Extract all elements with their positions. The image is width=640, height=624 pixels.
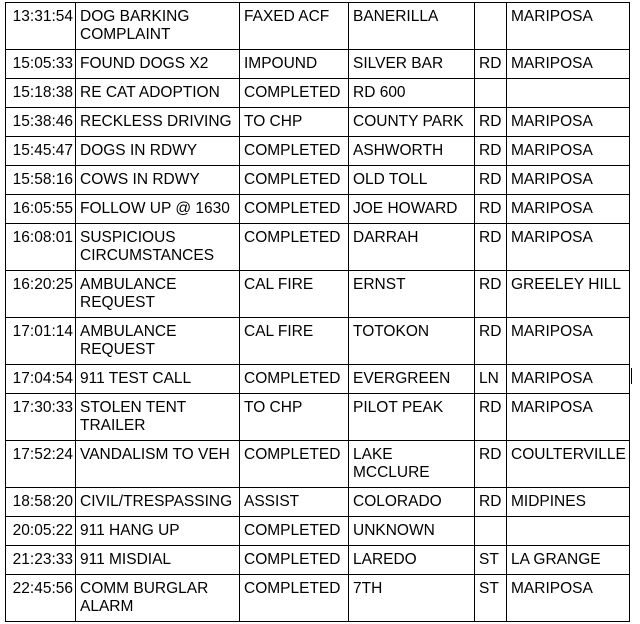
table-row [6, 224, 630, 271]
cell-disposition: IMPOUND [240, 50, 349, 79]
cell-disposition: COMPLETED [240, 575, 349, 622]
cell-time: 15:18:38 [6, 79, 76, 108]
table-row [6, 575, 630, 622]
cell-location: 7TH [349, 575, 475, 622]
cell-time: 21:23:33 [6, 546, 76, 575]
cell-suffix: RD [475, 224, 507, 271]
cell-suffix: RD [475, 271, 507, 318]
cell-suffix: RD [475, 318, 507, 365]
cell-location: RD 600 [349, 79, 475, 108]
cell-location: PILOT PEAK [349, 394, 475, 441]
cell-location: LAKE MCCLURE [349, 441, 475, 488]
cell-description: COMM BURGLAR ALARM [76, 575, 240, 622]
table-row [6, 394, 630, 441]
cell-time: 15:58:16 [6, 166, 76, 195]
cell-location: LAREDO [349, 546, 475, 575]
cell-city: MARIPOSA [507, 224, 630, 271]
cell-description: AMBULANCE REQUEST [76, 318, 240, 365]
table-row [6, 546, 630, 575]
cell-disposition: CAL FIRE [240, 318, 349, 365]
cell-description: RECKLESS DRIVING [76, 108, 240, 137]
cell-suffix: RD [475, 195, 507, 224]
cell-description: 911 HANG UP [76, 517, 240, 546]
cell-suffix: RD [475, 50, 507, 79]
call-log-body [6, 3, 630, 622]
cell-disposition: CAL FIRE [240, 271, 349, 318]
cell-suffix: RD [475, 137, 507, 166]
cell-city: LA GRANGE [507, 546, 630, 575]
cell-suffix [475, 79, 507, 108]
cell-location: DARRAH [349, 224, 475, 271]
cell-location: EVERGREEN [349, 365, 475, 394]
cell-time: 16:05:55 [6, 195, 76, 224]
table-row [6, 3, 630, 50]
text-cursor-mark [631, 368, 632, 384]
cell-disposition: ASSIST [240, 488, 349, 517]
table-row [6, 271, 630, 318]
cell-city [507, 517, 630, 546]
cell-city: MARIPOSA [507, 108, 630, 137]
cell-location: ASHWORTH [349, 137, 475, 166]
cell-time: 15:05:33 [6, 50, 76, 79]
cell-description: FOUND DOGS X2 [76, 50, 240, 79]
cell-disposition: COMPLETED [240, 517, 349, 546]
cell-location: TOTOKON [349, 318, 475, 365]
table-row [6, 79, 630, 108]
cell-city [507, 79, 630, 108]
cell-location: BANERILLA [349, 3, 475, 50]
cell-suffix: ST [475, 546, 507, 575]
cell-location: UNKNOWN [349, 517, 475, 546]
cell-description: CIVIL/TRESPASSING [76, 488, 240, 517]
cell-suffix [475, 517, 507, 546]
cell-suffix: RD [475, 488, 507, 517]
cell-suffix: RD [475, 441, 507, 488]
cell-disposition: TO CHP [240, 108, 349, 137]
cell-location: JOE HOWARD [349, 195, 475, 224]
cell-description: FOLLOW UP @ 1630 [76, 195, 240, 224]
cell-disposition: COMPLETED [240, 195, 349, 224]
table-row [6, 50, 630, 79]
cell-time: 13:31:54 [6, 3, 76, 50]
table-row [6, 195, 630, 224]
table-row [6, 517, 630, 546]
table-row [6, 166, 630, 195]
cell-time: 15:45:47 [6, 137, 76, 166]
cell-city: MARIPOSA [507, 50, 630, 79]
cell-disposition: COMPLETED [240, 546, 349, 575]
cell-time: 15:38:46 [6, 108, 76, 137]
cell-description: 911 TEST CALL [76, 365, 240, 394]
cell-description: STOLEN TENT TRAILER [76, 394, 240, 441]
cell-description: DOGS IN RDWY [76, 137, 240, 166]
cell-time: 17:30:33 [6, 394, 76, 441]
cell-city: COULTERVILLE [507, 441, 630, 488]
cell-location: OLD TOLL [349, 166, 475, 195]
cell-description: VANDALISM TO VEH [76, 441, 240, 488]
cell-time: 17:52:24 [6, 441, 76, 488]
cell-description: 911 MISDIAL [76, 546, 240, 575]
cell-suffix: LN [475, 365, 507, 394]
cell-disposition: COMPLETED [240, 166, 349, 195]
cell-city: MARIPOSA [507, 365, 630, 394]
cell-time: 22:45:56 [6, 575, 76, 622]
cell-location: COUNTY PARK [349, 108, 475, 137]
cell-city: GREELEY HILL [507, 271, 630, 318]
cell-description: COWS IN RDWY [76, 166, 240, 195]
cell-city: MARIPOSA [507, 3, 630, 50]
cell-disposition: COMPLETED [240, 224, 349, 271]
cell-time: 16:20:25 [6, 271, 76, 318]
cell-time: 20:05:22 [6, 517, 76, 546]
cell-time: 17:01:14 [6, 318, 76, 365]
cell-time: 17:04:54 [6, 365, 76, 394]
cell-description: DOG BARKING COMPLAINT [76, 3, 240, 50]
cell-time: 16:08:01 [6, 224, 76, 271]
cell-disposition: COMPLETED [240, 441, 349, 488]
cell-disposition: TO CHP [240, 394, 349, 441]
cell-city: MARIPOSA [507, 575, 630, 622]
cell-city: MARIPOSA [507, 394, 630, 441]
cell-disposition: COMPLETED [240, 79, 349, 108]
call-log-container [5, 2, 630, 622]
cell-location: SILVER BAR [349, 50, 475, 79]
cell-city: MIDPINES [507, 488, 630, 517]
cell-suffix: RD [475, 394, 507, 441]
cell-description: RE CAT ADOPTION [76, 79, 240, 108]
cell-city: MARIPOSA [507, 318, 630, 365]
table-row [6, 137, 630, 166]
cell-location: COLORADO [349, 488, 475, 517]
table-row [6, 365, 630, 394]
cell-location: ERNST [349, 271, 475, 318]
table-row [6, 318, 630, 365]
cell-time: 18:58:20 [6, 488, 76, 517]
table-row [6, 108, 630, 137]
table-row [6, 441, 630, 488]
cell-suffix [475, 3, 507, 50]
cell-suffix: ST [475, 575, 507, 622]
cell-city: MARIPOSA [507, 195, 630, 224]
cell-disposition: COMPLETED [240, 365, 349, 394]
cell-description: AMBULANCE REQUEST [76, 271, 240, 318]
table-row [6, 488, 630, 517]
cell-suffix: RD [475, 108, 507, 137]
cell-description: SUSPICIOUS CIRCUMSTANCES [76, 224, 240, 271]
cell-city: MARIPOSA [507, 166, 630, 195]
cell-disposition: FAXED ACF [240, 3, 349, 50]
cell-disposition: COMPLETED [240, 137, 349, 166]
call-log-table [5, 2, 630, 622]
cell-city: MARIPOSA [507, 137, 630, 166]
cell-suffix: RD [475, 166, 507, 195]
